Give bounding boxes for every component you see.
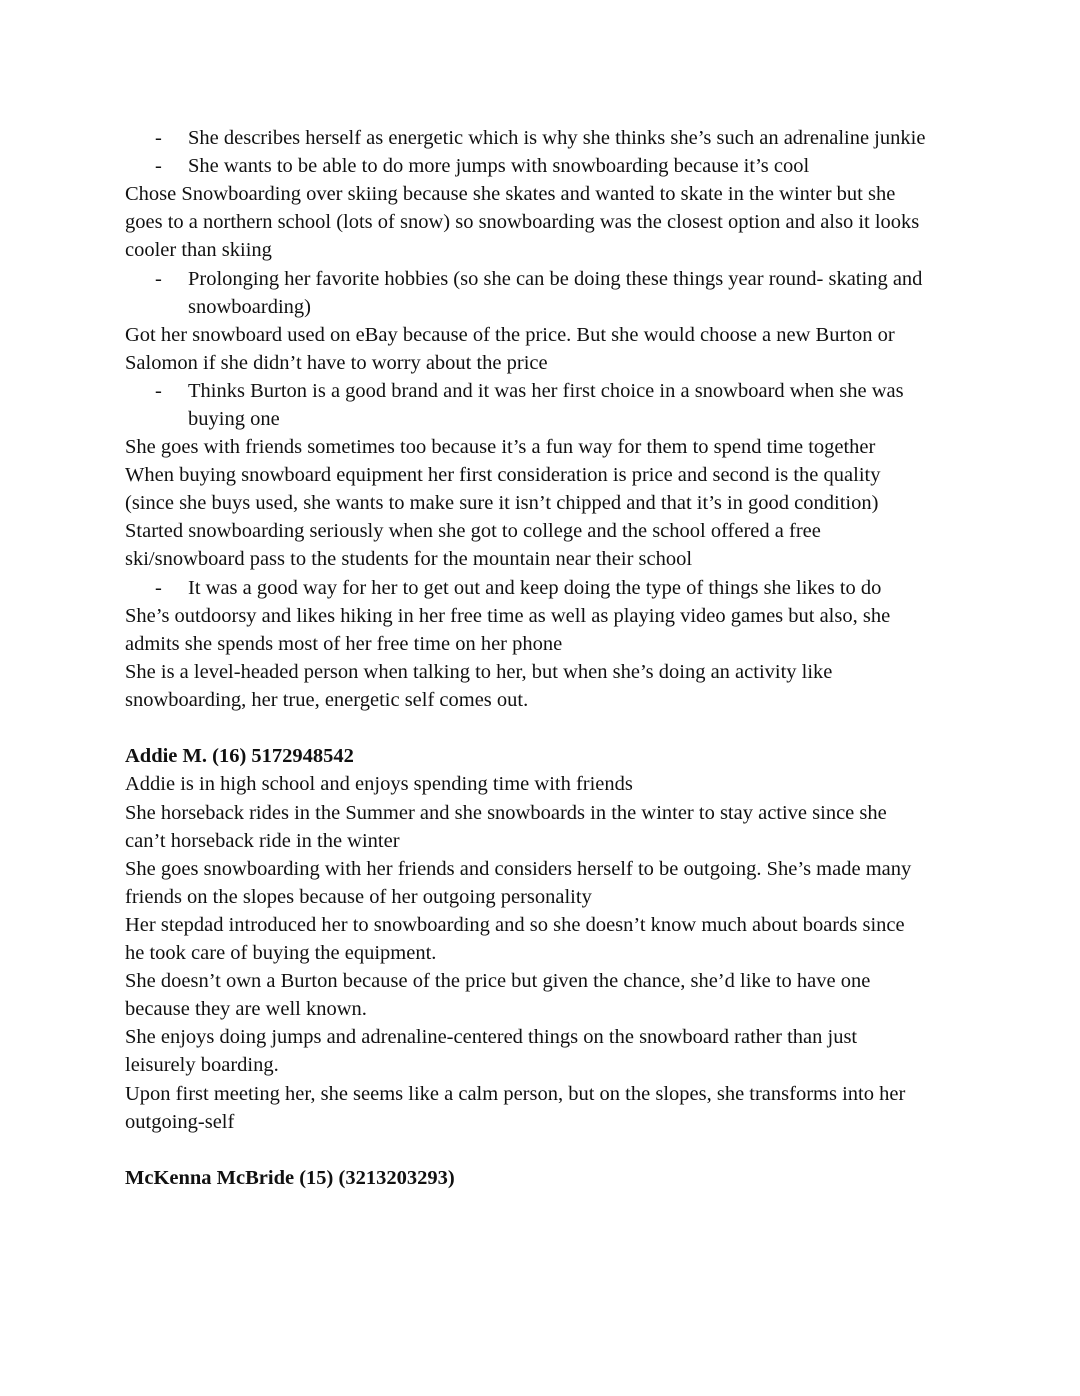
bullet-dash: - [155, 380, 162, 402]
bullet-hobbies-cont: snowboarding) [188, 296, 311, 318]
addie-line: She goes snowboarding with her friends and considers herself to be outgoing. She’s made many [125, 858, 912, 880]
addie-line: Upon first meeting her, she seems like a calm person, but on the slopes, she transforms into her [125, 1083, 906, 1105]
paragraph-line: When buying snowboard equipment her first consideration is price and second is the quality [125, 464, 881, 486]
paragraph-line: She is a level-headed person when talking to her, but when she’s doing an activity like [125, 661, 833, 683]
addie-line: She doesn’t own a Burton because of the price but given the chance, she’d like to have one [125, 970, 871, 992]
addie-line: friends on the slopes because of her outgoing personality [125, 886, 592, 908]
paragraph-line: snowboarding, her true, energetic self comes out. [125, 689, 529, 711]
paragraph-line: Salomon if she didn’t have to worry about the price [125, 352, 548, 374]
addie-line: Her stepdad introduced her to snowboarding and so she doesn’t know much about boards since [125, 914, 905, 936]
bullet-dash: - [155, 127, 162, 149]
paragraph-line: She’s outdoorsy and likes hiking in her free time as well as playing video games but also, she [125, 605, 891, 627]
paragraph-line: Got her snowboard used on eBay because of the price. But she would choose a new Burton or [125, 324, 895, 346]
addie-line: leisurely boarding. [125, 1054, 279, 1076]
addie-line: outgoing-self [125, 1111, 235, 1133]
paragraph-line: admits she spends most of her free time on her phone [125, 633, 563, 655]
addie-line: can’t horseback ride in the winter [125, 830, 400, 852]
bullet-dash: - [155, 155, 162, 177]
paragraph-line: Chose Snowboarding over skiing because she skates and wanted to skate in the winter but she [125, 183, 896, 205]
bullet-burton-cont: buying one [188, 408, 280, 430]
paragraph-line: goes to a northern school (lots of snow) so snowboarding was the closest option and also it looks [125, 211, 920, 233]
section-heading-mckenna: McKenna McBride (15) (3213203293) [125, 1167, 455, 1189]
bullet-energetic: She describes herself as energetic which is why she thinks she’s such an adrenaline junkie [188, 127, 926, 149]
paragraph-line: She goes with friends sometimes too because it’s a fun way for them to spend time together [125, 436, 876, 458]
bullet-burton: Thinks Burton is a good brand and it was her first choice in a snowboard when she was [188, 380, 904, 402]
paragraph-line: (since she buys used, she wants to make sure it isn’t chipped and that it’s in good condition) [125, 492, 879, 514]
bullet-jumps: She wants to be able to do more jumps with snowboarding because it’s cool [188, 155, 810, 177]
paragraph-line: Started snowboarding seriously when she got to college and the school offered a free [125, 520, 821, 542]
bullet-get-out: It was a good way for her to get out and keep doing the type of things she likes to do [188, 577, 882, 599]
addie-line: She horseback rides in the Summer and she snowboards in the winter to stay active since she [125, 802, 887, 824]
addie-line: he took care of buying the equipment. [125, 942, 437, 964]
section-heading-addie: Addie M. (16) 5172948542 [125, 745, 354, 767]
paragraph-line: ski/snowboard pass to the students for the mountain near their school [125, 548, 693, 570]
addie-line: because they are well known. [125, 998, 367, 1020]
bullet-dash: - [155, 268, 162, 290]
paragraph-line: cooler than skiing [125, 239, 272, 261]
addie-line: Addie is in high school and enjoys spending time with friends [125, 773, 633, 795]
bullet-hobbies: Prolonging her favorite hobbies (so she can be doing these things year round- skating and [188, 268, 923, 290]
bullet-dash: - [155, 577, 162, 599]
addie-line: She enjoys doing jumps and adrenaline-centered things on the snowboard rather than just [125, 1026, 858, 1048]
